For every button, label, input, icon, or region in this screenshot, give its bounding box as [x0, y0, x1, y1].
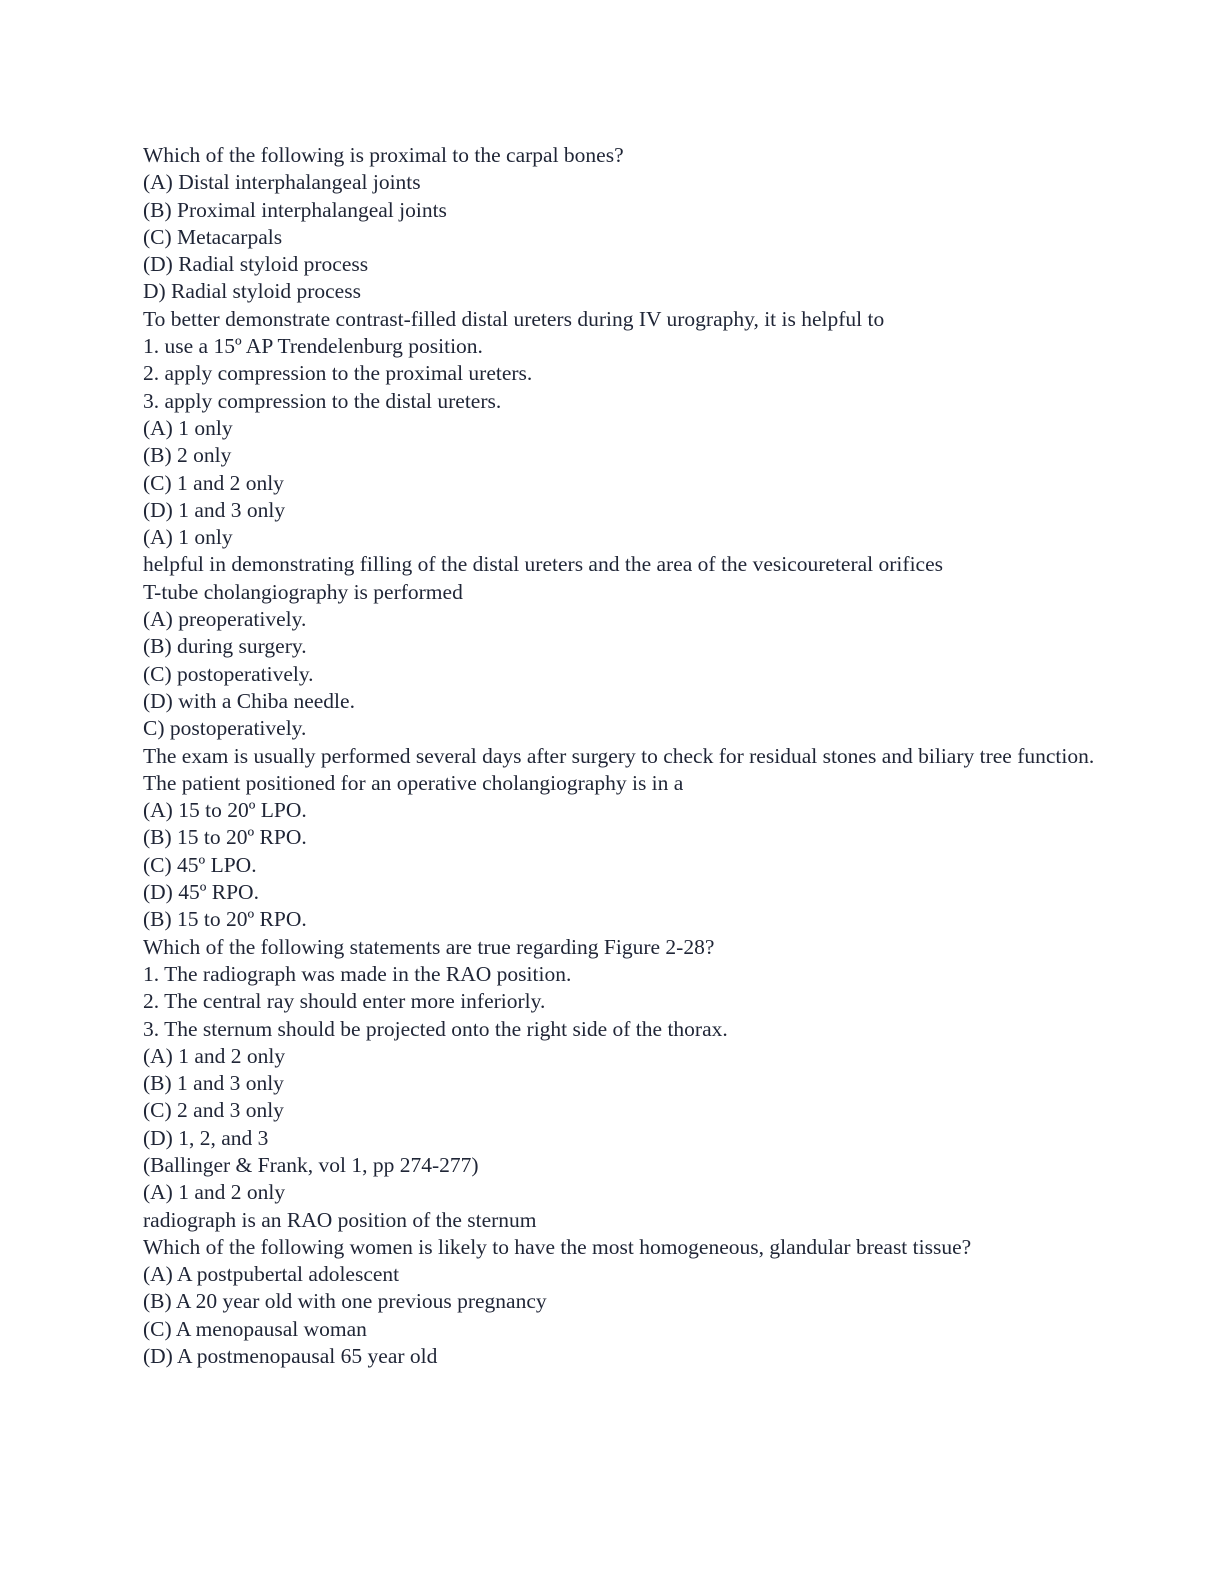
question-5-reference: (Ballinger & Frank, vol 1, pp 274-277)	[143, 1152, 479, 1177]
question-4-answer: (B) 15 to 20º RPO.	[143, 907, 307, 932]
question-1-option-b: (B) Proximal interphalangeal joints	[143, 197, 447, 222]
question-2-option-a: (A) 1 only	[143, 415, 233, 440]
question-4-option-c: (C) 45º LPO.	[143, 852, 257, 877]
question-2-stem: To better demonstrate contrast-filled distal ureters during IV urography, it is helpful to	[143, 306, 885, 331]
question-6-option-d: (D) A postmenopausal 65 year old	[143, 1344, 438, 1369]
question-6-option-c: (C) A menopausal woman	[143, 1316, 367, 1341]
question-2-explanation: helpful in demonstrating filling of the distal ureters and the area of the vesicoureteral orifices	[143, 552, 943, 577]
document-body	[143, 142, 1143, 1370]
question-3-option-a: (A) preoperatively.	[143, 607, 307, 632]
question-5-statement-3: 3. The sternum should be projected onto the right side of the thorax.	[143, 1016, 728, 1041]
question-6-option-b: (B) A 20 year old with one previous pregnancy	[143, 1289, 547, 1314]
question-4-option-b: (B) 15 to 20º RPO.	[143, 825, 307, 850]
question-3-answer: C) postoperatively.	[143, 716, 307, 741]
question-1-answer: D) Radial styloid process	[143, 279, 361, 304]
question-2-statement-2: 2. apply compression to the proximal ureters.	[143, 361, 533, 386]
question-5-stem: Which of the following statements are true regarding Figure 2-28?	[143, 934, 715, 959]
question-2-option-d: (D) 1 and 3 only	[143, 497, 286, 522]
question-5-statement-2: 2. The central ray should enter more inferiorly.	[143, 989, 546, 1014]
question-5-option-d: (D) 1, 2, and 3	[143, 1125, 269, 1150]
question-2-answer: (A) 1 only	[143, 525, 233, 550]
question-2-statement-3: 3. apply compression to the distal ureters.	[143, 388, 502, 413]
question-2-statement-1: 1. use a 15º AP Trendelenburg position.	[143, 334, 483, 359]
question-5-statement-1: 1. The radiograph was made in the RAO position.	[143, 961, 572, 986]
question-1-option-d: (D) Radial styloid process	[143, 252, 369, 277]
question-5-option-b: (B) 1 and 3 only	[143, 1071, 284, 1096]
question-2-option-c: (C) 1 and 2 only	[143, 470, 284, 495]
question-3-stem: T-tube cholangiography is performed	[143, 579, 463, 604]
question-5-explanation: radiograph is an RAO position of the sternum	[143, 1207, 537, 1232]
question-5-option-c: (C) 2 and 3 only	[143, 1098, 284, 1123]
question-1-stem: Which of the following is proximal to the carpal bones?	[143, 143, 624, 167]
question-4-stem: The patient positioned for an operative cholangiography is in a	[143, 770, 684, 795]
question-5-answer: (A) 1 and 2 only	[143, 1180, 286, 1205]
question-4-option-a: (A) 15 to 20º LPO.	[143, 798, 307, 823]
question-3-option-d: (D) with a Chiba needle.	[143, 688, 355, 713]
question-3-explanation: The exam is usually performed several days after surgery to check for residual stones and biliary tree function.	[143, 743, 1095, 768]
question-1-option-a: (A) Distal interphalangeal joints	[143, 170, 421, 195]
question-6-stem: Which of the following women is likely to have the most homogeneous, glandular breast tissue?	[143, 1234, 972, 1259]
question-3-option-b: (B) during surgery.	[143, 634, 307, 659]
question-3-option-c: (C) postoperatively.	[143, 661, 314, 686]
question-5-option-a: (A) 1 and 2 only	[143, 1043, 286, 1068]
question-4-option-d: (D) 45º RPO.	[143, 880, 259, 905]
question-6-option-a: (A) A postpubertal adolescent	[143, 1262, 400, 1287]
question-1-option-c: (C) Metacarpals	[143, 224, 283, 249]
question-2-option-b: (B) 2 only	[143, 443, 232, 468]
